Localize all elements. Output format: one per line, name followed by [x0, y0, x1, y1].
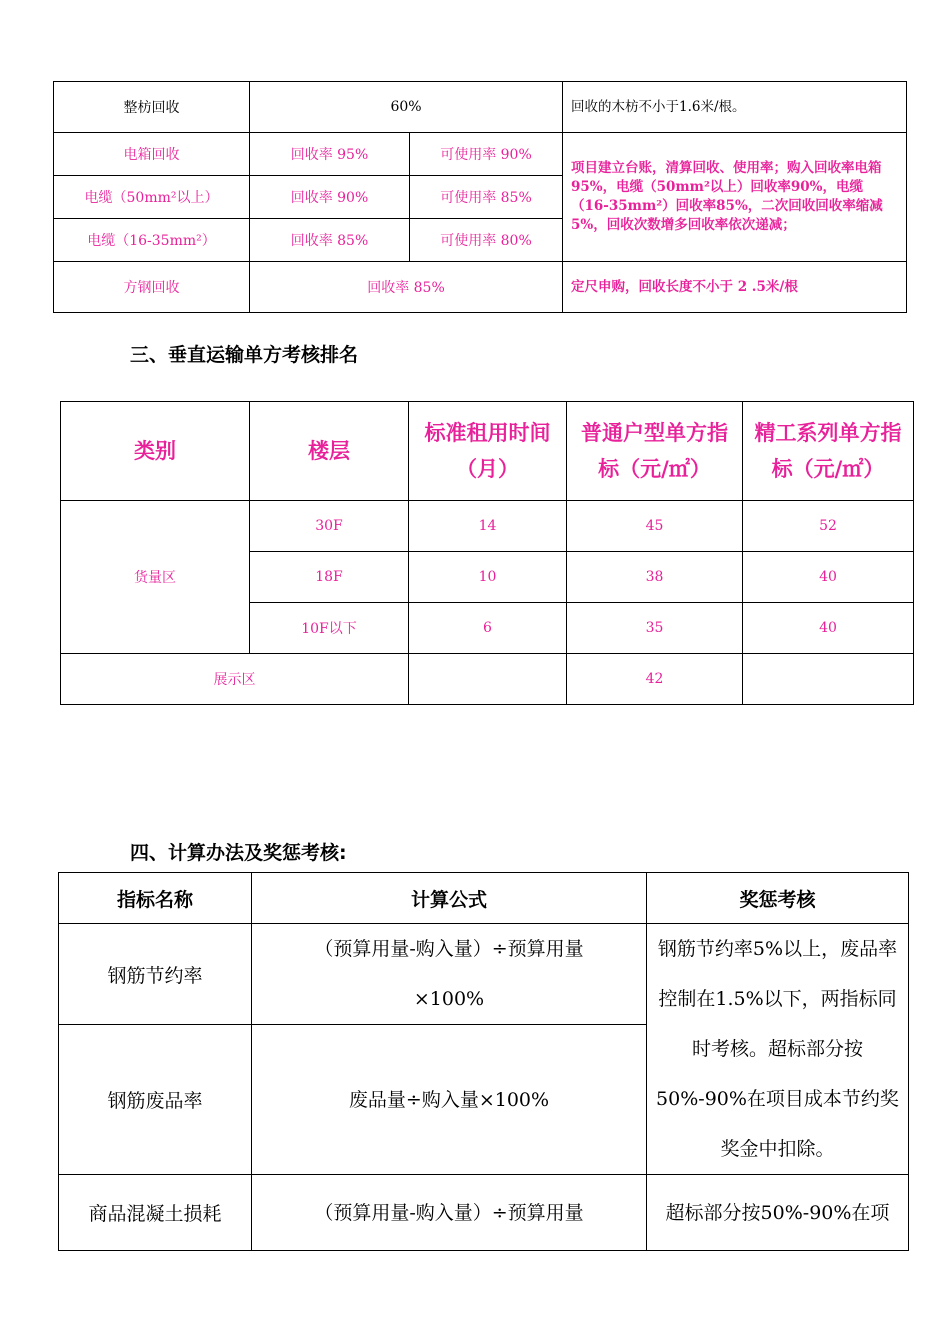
floor: 10F以下 [250, 603, 409, 654]
floor: 30F [250, 501, 409, 552]
item-note: 回收的木枋不小于1.6米/根。 [563, 82, 907, 133]
index-name: 钢筋废品率 [59, 1025, 252, 1175]
formula: 废品量÷购入量×100% [252, 1025, 647, 1175]
item-rate-usable: 可使用率 85% [410, 176, 563, 219]
months: 10 [409, 552, 567, 603]
item-rate: 60% [250, 82, 563, 133]
header-floor: 楼层 [250, 402, 409, 501]
table-row [61, 654, 914, 705]
table-row [54, 82, 907, 133]
fine-index: 52 [743, 501, 914, 552]
header-formula: 计算公式 [252, 873, 647, 924]
calculation-table [58, 872, 909, 1251]
floor: 18F [250, 552, 409, 603]
item-rate-usable: 可使用率 90% [410, 133, 563, 176]
merged-note: 项目建立台账，清算回收、使用率；购入回收率电箱95%，电缆（50mm²以上）回收率90%，电缆（16-35mm²）回收率85%，二次回收回收率缩减5%，回收次数增多回收率依次递减； [563, 133, 907, 262]
item-rate-recovery: 回收率 95% [250, 133, 410, 176]
fine-index: 40 [743, 603, 914, 654]
normal-index: 45 [567, 501, 743, 552]
item-name: 方钢回收 [54, 262, 250, 313]
months: 14 [409, 501, 567, 552]
table-header-row [61, 402, 914, 501]
normal-index: 38 [567, 552, 743, 603]
table-row [59, 1175, 909, 1251]
item-name: 电缆（50mm²以上） [54, 176, 250, 219]
item-name: 电箱回收 [54, 133, 250, 176]
group-label: 货量区 [61, 501, 250, 654]
index-name: 商品混凝土损耗 [59, 1175, 252, 1251]
item-rate-recovery: 回收率 85% [250, 219, 410, 262]
table-row [54, 262, 907, 313]
header-reward: 奖惩考核 [647, 873, 909, 924]
item-rate-recovery: 回收率 90% [250, 176, 410, 219]
header-category: 类别 [61, 402, 250, 501]
index-name: 钢筋节约率 [59, 924, 252, 1025]
table-row [59, 924, 909, 1025]
table-row [54, 133, 907, 176]
months [409, 654, 567, 705]
transport-table [60, 401, 914, 705]
header-fine: 精工系列单方指标（元/㎡） [743, 402, 914, 501]
months: 6 [409, 603, 567, 654]
item-rate-usable: 可使用率 80% [410, 219, 563, 262]
item-name: 整枋回收 [54, 82, 250, 133]
header-months: 标准租用时间（月） [409, 402, 567, 501]
reward: 超标部分按50%-90%在项 [647, 1175, 909, 1251]
normal-index: 35 [567, 603, 743, 654]
item-name: 电缆（16-35mm²） [54, 219, 250, 262]
normal-index: 42 [567, 654, 743, 705]
formula: （预算用量-购入量）÷预算用量×100% [252, 924, 647, 1025]
display-label: 展示区 [61, 654, 409, 705]
header-index-name: 指标名称 [59, 873, 252, 924]
item-rate: 回收率 85% [250, 262, 563, 313]
recovery-table [53, 81, 907, 313]
table-row [61, 501, 914, 552]
section-title: 四、计算办法及奖惩考核: [130, 842, 347, 864]
section-title: 三、垂直运输单方考核排名 [130, 344, 359, 366]
item-note: 定尺申购，回收长度不小于 2 .5米/根 [563, 262, 907, 313]
merged-reward: 钢筋节约率5%以上，废品率控制在1.5%以下，两指标同时考核。超标部分按50%-90%在项目成本节约奖奖金中扣除。 [647, 924, 909, 1175]
fine-index [743, 654, 914, 705]
header-normal: 普通户型单方指标（元/㎡） [567, 402, 743, 501]
table-header-row [59, 873, 909, 924]
fine-index: 40 [743, 552, 914, 603]
formula: （预算用量-购入量）÷预算用量 [252, 1175, 647, 1251]
